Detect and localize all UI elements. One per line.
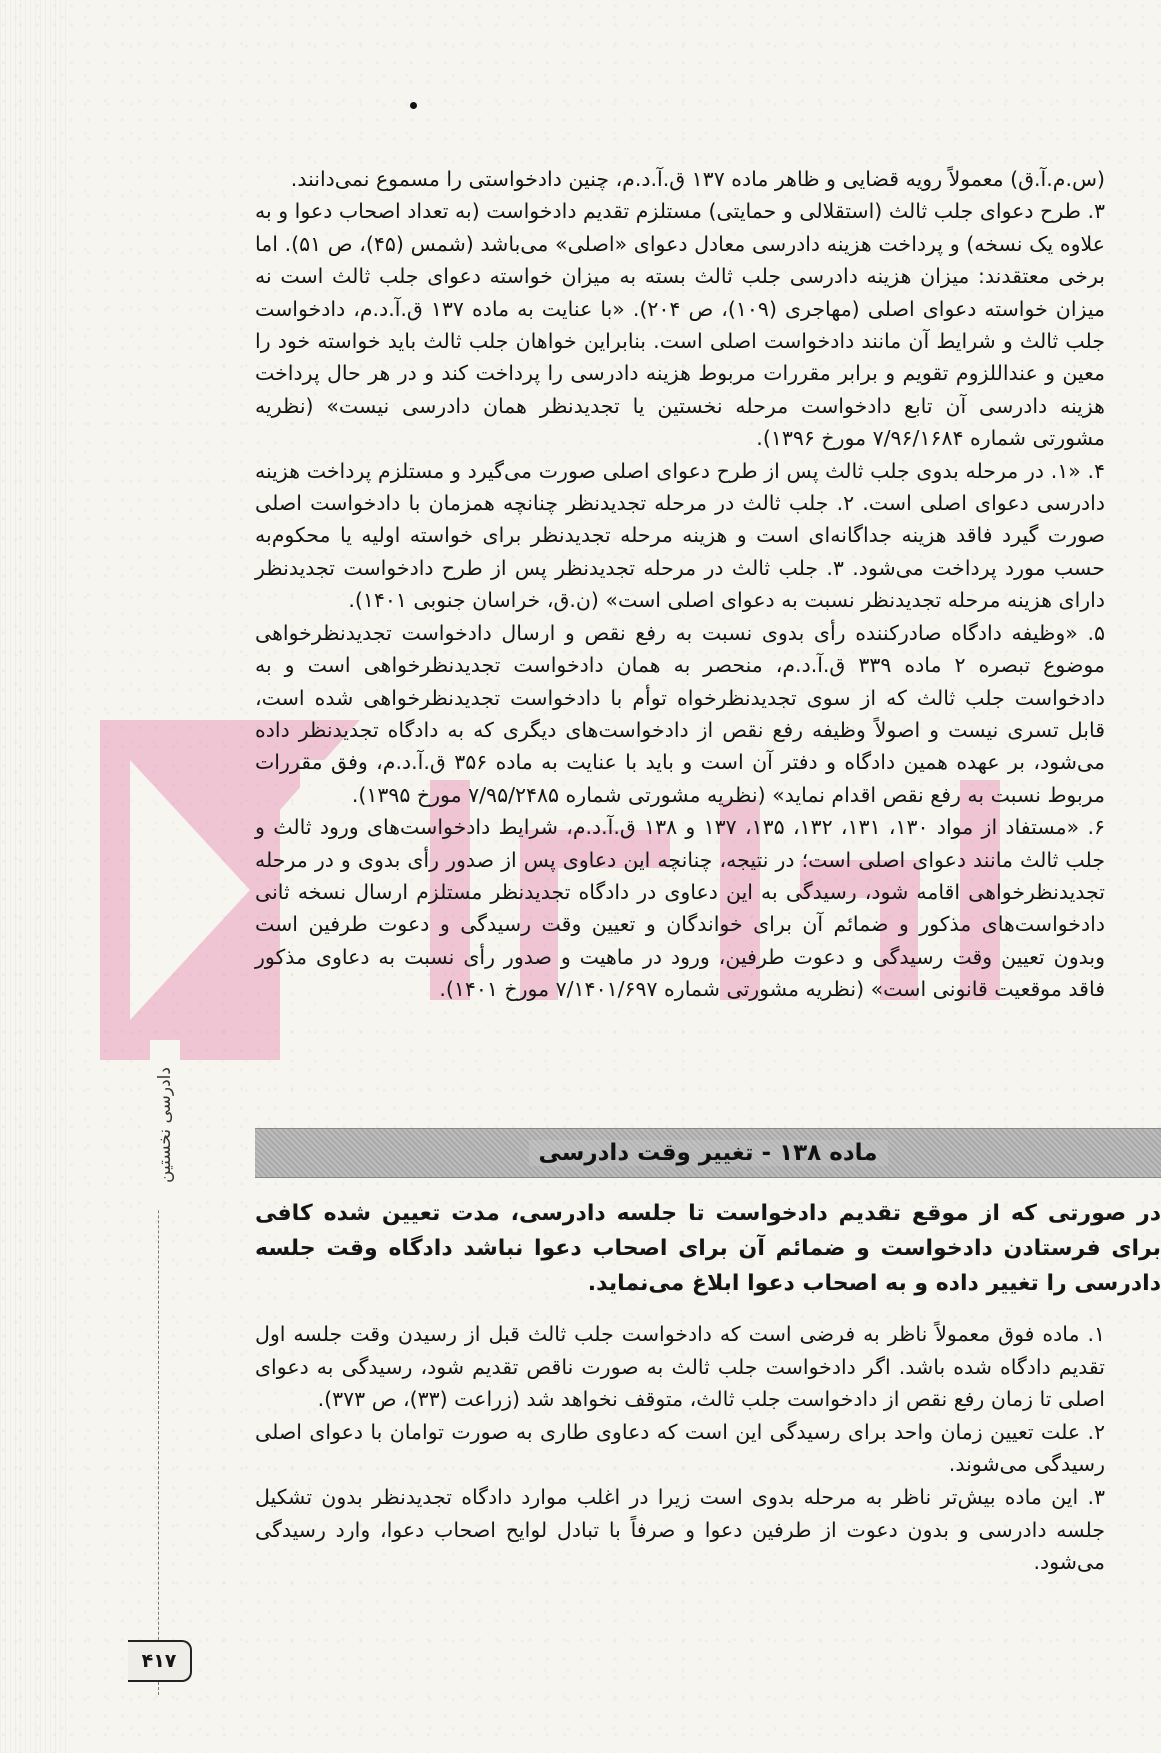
- page-number: ۴۱۷: [128, 1640, 192, 1682]
- article-notes: [255, 1318, 1105, 1579]
- ink-dot: [410, 102, 417, 109]
- running-head: دادرسی نخستین: [150, 1040, 180, 1210]
- body-text: [255, 163, 1105, 1006]
- paragraph: ۴. «۱. در مرحله بدوی جلب ثالث پس از طرح دعوای اصلی صورت می‌گیرد و مستلزم پرداخت هزینه دادرسی دعوای اصلی است. ۲. جلب ثالث در مرحله تجدیدنظر چنانچه همزمان با دادخواست اصلی صورت گیرد فاقد هزینه جداگانه‌ای است و هزینه مرحله تجدیدنظر برای خواسته اولیه یا محکوم‌به حسب مورد پرداخت می‌شود. ۳. جلب ثالث در مرحله تجدیدنظر پس از طرح دادخواست تجدیدنظر دارای هزینه مرحله تجدیدنظر نسبت به دعوای اصلی است» (ن.ق، خراسان جنوبی ۱۴۰۱).: [255, 458, 1106, 613]
- paragraph: ۵. «وظیفه دادگاه صادرکننده رأی بدوی نسبت به رفع نقص و ارسال دادخواست تجدیدنظرخواهی موضوع تبصره ۲ ماده ۳۳۹ ق.آ.د.م، منحصر به همان دادخواست تجدیدنظرخواهی است و به دادخواست جلب ثالث که از سوی تجدیدنظرخواه توأم با دادخواست تجدیدنظرخواهی شده است، قابل تسری نیست و اصولاً وظیفه رفع نقص از دادخواست‌های دیگری که به دادگاه تجدیدنظر داده می‌شود، بر عهده همین دادگاه و دفتر آن است و باید با عنایت به ماده ۳۵۶ ق.آ.د.م، وفق مقررات مربوط نسبت به رفع نقص اقدام نماید» (نظریه مشورتی شماره ۷/۹۵/۲۴۸۵ مورخ ۱۳۹۵).: [255, 620, 1105, 807]
- paragraph: (س.م.آ.ق) معمولاً رویه قضایی و ظاهر ماده ۱۳۷ ق.آ.د.م، چنین دادخواستی را مسموع نمی‌دانند.: [290, 167, 1105, 191]
- paragraph: ۳. طرح دعوای جلب ثالث (استقلالی و حمایتی) مستلزم تقدیم دادخواست (به تعداد اصحاب دعوا و به علاوه یک نسخه) و پرداخت هزینه دادرسی معادل دعوای «اصلی» می‌باشد (شمس (۴۵)، ص ۵۱). اما برخی معتقدند: میزان هزینه دادرسی جلب ثالث بسته به میزان خواسته دعوای جلب ثالث است نه میزان خواسته دعوای اصلی (مهاجری (۱۰۹)، ص ۲۰۴). «با عنایت به ماده ۱۳۷ ق.آ.د.م، دادخواست جلب ثالث و شرایط آن مانند دادخواست اصلی است. بنابراین خواهان جلب ثالث باید خواسته خود را معین و عنداللزوم تقویم و برابر مقررات مربوط هزینه دادرسی را پرداخت کند و در هر حال پرداخت هزینه دادرسی آن تابع دادخواست مرحله نخستین یا تجدیدنظر همان دادرسی نیست» (نظریه مشورتی شماره ۷/۹۶/۱۶۸۴ مورخ ۱۳۹۶).: [255, 199, 1105, 451]
- note-item: ۲. علت تعیین زمان واحد برای رسیدگی این است که دعاوی طاری به صورت توامان با دعوای اصلی رسیدگی می‌شوند.: [255, 1419, 1105, 1477]
- article-text: [255, 1196, 1161, 1301]
- note-item: ۱. ماده فوق معمولاً ناظر به فرضی است که دادخواست جلب ثالث قبل از رسیدن وقت جلسه اول تقدیم دادگاه شده باشد. اگر دادخواست جلب ثالث به صورت ناقص تقدیم شود، رسیدگی به دعوای اصلی تا زمان رفع نقص از دادخواست جلب ثالث، متوقف نخواهد شد (زراعت (۳۳)، ص ۳۷۳).: [255, 1322, 1105, 1412]
- article-paragraph: در صورتی که از موقع تقدیم دادخواست تا جلسه دادرسی، مدت تعیین شده کافی برای فرستادن دادخواست و ضمائم آن برای اصحاب دعوا نباشد دادگاه وقت جلسه دادرسی را تغییر داده و به اصحاب دعوا ابلاغ می‌نماید.: [255, 1201, 1161, 1296]
- article-header-band: [255, 1128, 1161, 1178]
- note-item: ۳. این ماده بیش‌تر ناظر به مرحله بدوی است زیرا در اغلب موارد دادگاه تجدیدنظر بدون تشکیل جلسه دادرسی و بدون دعوت از طرفین دعوا و صرفاً با تبادل لوایح اصحاب دعوا، وارد رسیدگی می‌شود.: [255, 1484, 1105, 1575]
- article-title: ماده ۱۳۸ - تغییر وقت دادرسی: [529, 1140, 888, 1166]
- binding-edge: [0, 0, 70, 1753]
- paragraph: ۶. «مستفاد از مواد ۱۳۰، ۱۳۱، ۱۳۲، ۱۳۵، ۱۳۷ و ۱۳۸ ق.آ.د.م، شرایط دادخواست‌های ورود ثالث و جلب ثالث مانند دعوای اصلی است؛ در نتیجه، چنانچه این دعاوی پس از صدور رأی بدوی و در مرحله تجدیدنظرخواهی اقامه شود، رسیدگی به این دعاوی در دادگاه تجدیدنظر مستلزم ارسال نسخه ثانی دادخواست‌های مذکور و ضمائم آن برای خواندگان و تعیین وقت رسیدگی و دعوت طرفین است وبدون تعیین وقت رسیدگی و دعوت طرفین، ورود در ماهیت و صدور رأی نسبت به دعاوی مذکور فاقد موقعیت قانونی است» (نظریه مشورتی شماره ۷/۱۴۰۱/۶۹۷ مورخ ۱۴۰۱).: [255, 815, 1106, 1002]
